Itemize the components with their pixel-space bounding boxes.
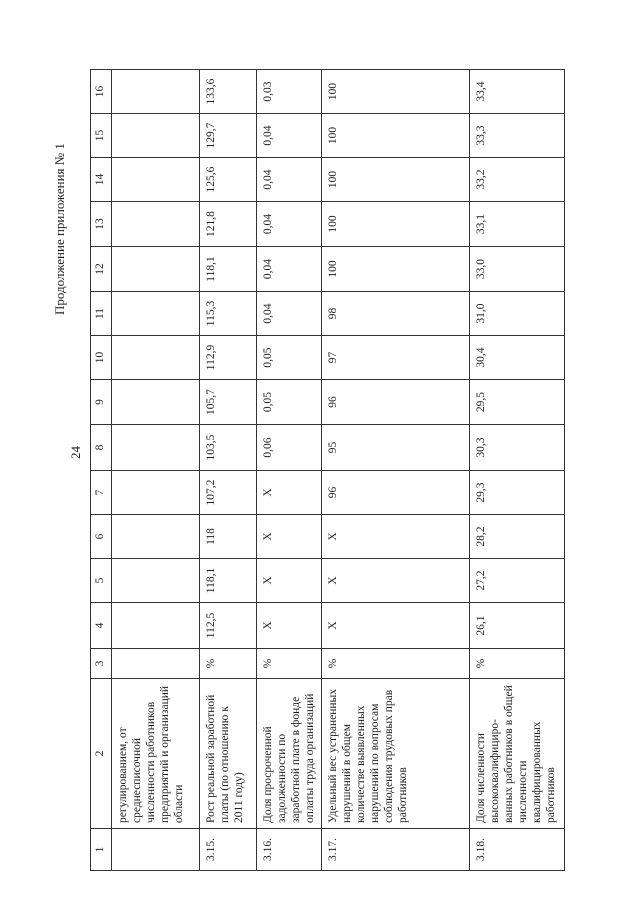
cell-value bbox=[112, 336, 200, 380]
cell-value: 105,7 bbox=[200, 380, 257, 425]
row-name: регулированием, от среднесписочной численности работников предприятий и организаций области bbox=[112, 679, 200, 829]
column-header: 14 bbox=[91, 158, 112, 202]
row-id bbox=[112, 829, 200, 871]
row-id: 3.16. bbox=[257, 829, 322, 871]
row-name: Доля просроченной задолженности по заработной плате в фонде оплаты труда организаций bbox=[257, 679, 322, 829]
table-row bbox=[470, 70, 565, 871]
cell-value: 107,2 bbox=[200, 471, 257, 515]
cell-value bbox=[112, 158, 200, 202]
row-unit: % bbox=[470, 649, 565, 679]
cell-value bbox=[112, 515, 200, 559]
cell-value: 95 bbox=[322, 425, 470, 471]
cell-value: 0,04 bbox=[257, 114, 322, 158]
cell-value: 112,9 bbox=[200, 336, 257, 380]
cell-value: 100 bbox=[322, 202, 470, 247]
cell-value: 0,04 bbox=[257, 158, 322, 202]
column-header: 8 bbox=[91, 425, 112, 471]
column-header: 9 bbox=[91, 380, 112, 425]
cell-value: 0,04 bbox=[257, 247, 322, 292]
cell-value: 97 bbox=[322, 336, 470, 380]
row-id: 3.18. bbox=[470, 829, 565, 871]
cell-value: 28,2 bbox=[470, 515, 565, 559]
column-header: 1 bbox=[91, 829, 112, 871]
cell-value bbox=[112, 247, 200, 292]
cell-value bbox=[112, 603, 200, 649]
column-header: 7 bbox=[91, 471, 112, 515]
cell-value: 29,3 bbox=[470, 471, 565, 515]
column-header: 3 bbox=[91, 649, 112, 679]
column-header: 16 bbox=[91, 70, 112, 114]
cell-value: 33,4 bbox=[470, 70, 565, 114]
table-row bbox=[112, 70, 200, 871]
cell-value: 112,5 bbox=[200, 603, 257, 649]
cell-value: Х bbox=[257, 559, 322, 603]
cell-value: Х bbox=[322, 515, 470, 559]
cell-value bbox=[112, 380, 200, 425]
cell-value: 98 bbox=[322, 292, 470, 336]
column-header: 4 bbox=[91, 603, 112, 649]
cell-value: 121,8 bbox=[200, 202, 257, 247]
cell-value: 31,0 bbox=[470, 292, 565, 336]
cell-value: 0,03 bbox=[257, 70, 322, 114]
cell-value bbox=[112, 292, 200, 336]
cell-value: 30,4 bbox=[470, 336, 565, 380]
row-unit bbox=[112, 649, 200, 679]
cell-value: 33,2 bbox=[470, 158, 565, 202]
cell-value bbox=[112, 471, 200, 515]
row-unit: % bbox=[257, 649, 322, 679]
cell-value: 100 bbox=[322, 70, 470, 114]
column-header: 11 bbox=[91, 292, 112, 336]
column-header: 10 bbox=[91, 336, 112, 380]
indicator-table bbox=[90, 69, 565, 871]
cell-value: 100 bbox=[322, 114, 470, 158]
cell-value: 129,7 bbox=[200, 114, 257, 158]
continuation-label: Продолжение приложения № 1 bbox=[52, 143, 67, 315]
cell-value bbox=[112, 559, 200, 603]
row-unit: % bbox=[200, 649, 257, 679]
cell-value: Х bbox=[257, 515, 322, 559]
column-header: 13 bbox=[91, 202, 112, 247]
cell-value: 96 bbox=[322, 380, 470, 425]
row-unit: % bbox=[322, 649, 470, 679]
table-header-row bbox=[91, 70, 112, 871]
cell-value: 100 bbox=[322, 247, 470, 292]
cell-value: 0,04 bbox=[257, 202, 322, 247]
column-header: 12 bbox=[91, 247, 112, 292]
cell-value: Х bbox=[322, 559, 470, 603]
cell-value bbox=[112, 425, 200, 471]
cell-value: 26,1 bbox=[470, 603, 565, 649]
page-number: 24 bbox=[68, 446, 83, 459]
cell-value: 115,3 bbox=[200, 292, 257, 336]
table-row bbox=[322, 70, 470, 871]
cell-value: 125,6 bbox=[200, 158, 257, 202]
cell-value bbox=[112, 70, 200, 114]
cell-value: Х bbox=[257, 471, 322, 515]
cell-value bbox=[112, 114, 200, 158]
cell-value: 0,05 bbox=[257, 380, 322, 425]
cell-value: 27,2 bbox=[470, 559, 565, 603]
column-header: 5 bbox=[91, 559, 112, 603]
column-header: 15 bbox=[91, 114, 112, 158]
row-name: Доля численности высококвалифициро-ванных работников в общей численности квалифицированных работников bbox=[470, 679, 565, 829]
cell-value: Х bbox=[257, 603, 322, 649]
cell-value: 0,04 bbox=[257, 292, 322, 336]
column-header: 2 bbox=[91, 679, 112, 829]
column-header: 6 bbox=[91, 515, 112, 559]
cell-value: 118,1 bbox=[200, 247, 257, 292]
cell-value: 100 bbox=[322, 158, 470, 202]
row-id: 3.17. bbox=[322, 829, 470, 871]
cell-value: 133,6 bbox=[200, 70, 257, 114]
cell-value: 29,5 bbox=[470, 380, 565, 425]
cell-value: 0,05 bbox=[257, 336, 322, 380]
cell-value: 96 bbox=[322, 471, 470, 515]
cell-value: 118 bbox=[200, 515, 257, 559]
cell-value: Х bbox=[322, 603, 470, 649]
row-id: 3.15. bbox=[200, 829, 257, 871]
cell-value bbox=[112, 202, 200, 247]
row-name: Рост реальной заработной платы (по отношению к 2011 году) bbox=[200, 679, 257, 829]
cell-value: 0,06 bbox=[257, 425, 322, 471]
cell-value: 103,5 bbox=[200, 425, 257, 471]
cell-value: 33,1 bbox=[470, 202, 565, 247]
cell-value: 33,3 bbox=[470, 114, 565, 158]
cell-value: 33,0 bbox=[470, 247, 565, 292]
table-row bbox=[200, 70, 257, 871]
row-name: Удельный вес устраненных нарушений в общем количестве выявленных нарушений по вопросам соблюдения трудовых прав работников bbox=[322, 679, 470, 829]
cell-value: 30,3 bbox=[470, 425, 565, 471]
cell-value: 118,1 bbox=[200, 559, 257, 603]
table-row bbox=[257, 70, 322, 871]
